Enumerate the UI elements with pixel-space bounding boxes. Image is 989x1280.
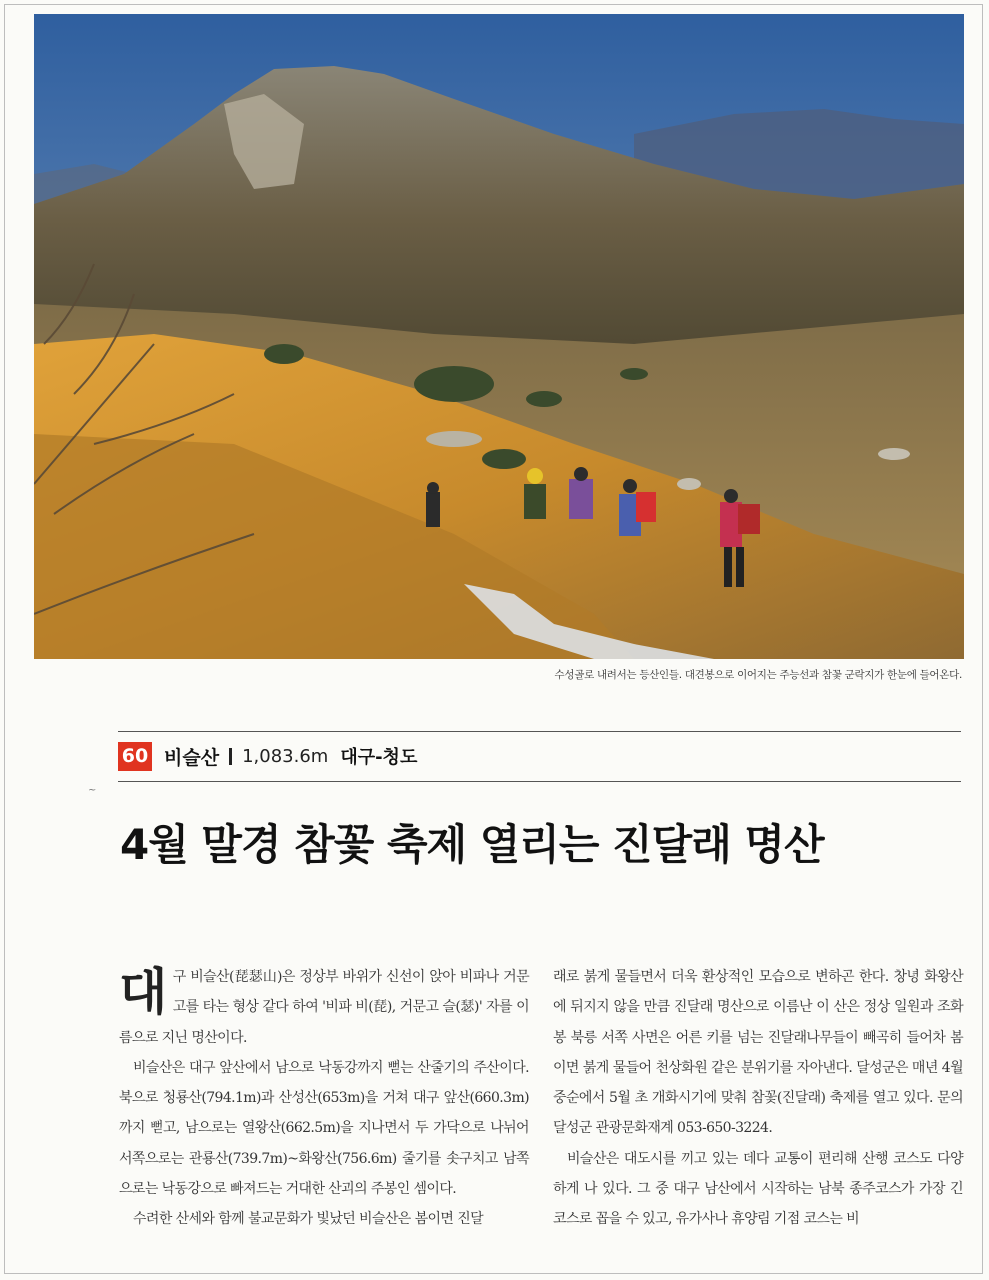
header-top-rule bbox=[118, 731, 961, 732]
article-column-right bbox=[553, 962, 963, 1235]
paragraph-spring-start: 수려한 산세와 함께 불교문화가 빛났던 비슬산은 봄이면 진달 bbox=[133, 1211, 484, 1228]
drop-cap: 대 bbox=[119, 962, 167, 1021]
mountain-name: 비슬산 bbox=[164, 746, 220, 769]
scan-smudge: ~ bbox=[88, 785, 97, 796]
paragraph-geography: 비슬산은 대구 앞산에서 남으로 낙동강까지 뻗는 산줄기의 주산이다. 북으로 청룡산(794.1m)과 산성산(653m)을 거쳐 대구 앞산(660.3m)까지 뻗고, 남으로는 열왕산(662.5m)을 지나면서 두 가닥으로 나뉘어 서쪽으로는 관룡산(739.7m)~화왕산(756.6m) 줄기를 솟구치고 남쪽으로는 낙동강으로 빠져드는 거대한 산괴의 주봉인 셈이다. bbox=[119, 1059, 529, 1198]
hikers-mountain-photo bbox=[34, 14, 964, 659]
paragraph-courses: 비슬산은 대도시를 끼고 있는 데다 교통이 편리해 산행 코스도 다양하게 나 있다. 그 중 대구 남산에서 시작하는 남북 종주코스가 가장 긴 코스로 꼽을 수 있고, 유가사나 휴양림 기점 코스는 비 bbox=[553, 1150, 963, 1228]
mountain-elevation: 1,083.6m bbox=[242, 745, 329, 767]
mountain-number-badge: 60 bbox=[118, 742, 152, 771]
mountain-header bbox=[118, 740, 417, 772]
article-column-left bbox=[119, 962, 529, 1235]
header-bottom-rule bbox=[118, 781, 961, 782]
article-headline: 4월 말경 참꽃 축제 열리는 진달래 명산 bbox=[120, 820, 824, 869]
paragraph-azalea: 래로 붉게 물들면서 더욱 환상적인 모습으로 변하곤 한다. 창녕 화왕산에 뒤지지 않을 만큼 진달래 명산으로 이름난 이 산은 정상 일원과 조화봉 북릉 서쪽 사면은 어른 키를 넘는 진달래나무들이 빼곡히 들어차 봄이면 붉게 물들어 천상화원 같은 분위기를 자아낸다. 달성군은 매년 4월 중순에서 5월 초 개화시기에 맞춰 참꽃(진달래) 축제를 열고 있다. 문의 달성군 관광문화재계 053-650-3224. bbox=[553, 969, 963, 1137]
mountain-region: 대구-청도 bbox=[340, 747, 418, 768]
photo-caption: 수성골로 내려서는 등산인들. 대견봉으로 이어지는 주능선과 참꽃 군락지가 한눈에 들어온다. bbox=[554, 669, 962, 681]
header-separator bbox=[229, 748, 232, 765]
paragraph-intro-text: 구 비슬산(琵瑟山)은 정상부 바위가 신선이 앉아 비파나 거문고를 타는 형상 같다 하여 '비파 비(琵), 거문고 슬(瑟)' 자를 이름으로 지닌 명산이다. bbox=[119, 969, 529, 1046]
paragraph-intro bbox=[119, 962, 529, 1053]
